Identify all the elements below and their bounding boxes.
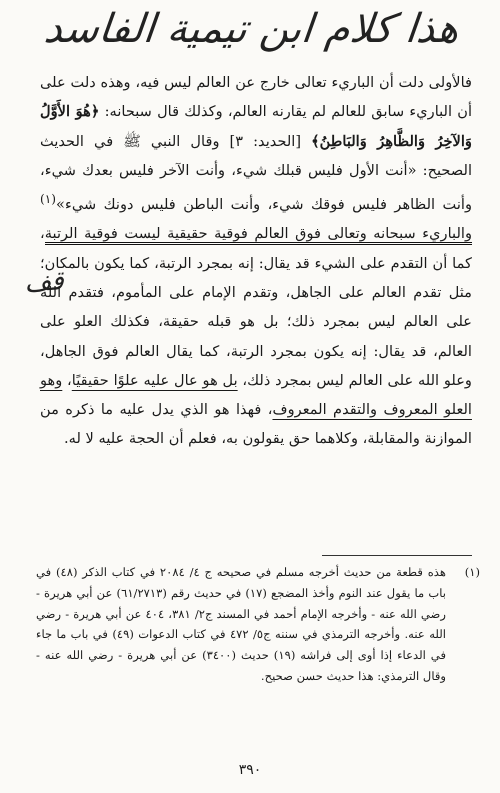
footnote-reference: (١)	[40, 192, 57, 207]
underlined-passage: والباريء سبحانه وتعالى فوق العالم فوقية حقيقية ليست فوقية الرتبة	[45, 225, 472, 245]
body-segment: ،	[62, 371, 72, 389]
main-body-text	[40, 68, 472, 454]
underlined-passage: وهو العلو المعروف والتقدم المعروف	[40, 371, 472, 419]
footnote-number: (١)	[464, 565, 480, 579]
footnote-divider	[322, 555, 472, 556]
body-segment: [الحديد: ٣] وقال النبي ﷺ في الحديث الصحيح: «أنت الأول فليس قبلك شيء، وأنت الآخر فليس بعدك شيء، وأنت الظاهر فليس فوقك شيء، وأنت الباطن فليس دونك شيء»	[40, 132, 472, 214]
page-number: ٣٩٠	[238, 762, 262, 778]
body-segment: ، فهذا هو الذي يدل عليه ما ذكره من الموازنة والمقابلة، وكلاهما حق يقولون به، فعلم أن الحجة عليه لا له.	[40, 401, 472, 448]
body-paragraph	[40, 68, 472, 454]
handwritten-annotation: هذا كلام ابن تيمية الفاسد	[41, 6, 462, 52]
quran-verse: ﴿هُوَ الأَوَّلُ وَالآخِرُ وَالظَّاهِرُ وَالبَاطِنُ﴾	[40, 103, 472, 150]
body-segment: ، كما أن التقدم على الشيء قد يقال: إنه بمجرد الرتبة، كما يكون بالمكان؛ مثل تقدم العالم على الجاهل، وتقدم الإمام على المأموم، فتقدم الله على العالم ليس بمجرد ذلك؛ بل هو قبله حقيقة، فكذلك العلو على العالم، قد يقال: إنه يكون بمجرد الرتبة، كما يقال العالم فوق الجاهل، وعلو الله على العالم ليس بمجرد ذلك،	[40, 225, 472, 389]
footnote-text: هذه قطعة من حديث أخرجه مسلم في صحيحه ج ٤/ ٢٠٨٤ في كتاب الذكر (٤٨) في باب ما يقول عند النوم وأخذ المضجع (١٧) في حديث رقم (٦١/٢٧١٣) عن أبي هريرة - رضي الله عنه - وأخرجه الإمام أحمد في المسند ج٢/ ٣٨١، ٤٠٤ عن أبي هريرة - رضي الله عنه. وأخرجه الترمذي في سننه ج٥/ ٤٧٢ في كتاب الدعوات (٤٩) في باب ما جاء في الدعاء إذا أوى إلى فراشه (١٩) حديث (٣٤٠٠) عن أبي هريرة - رضي الله عنه - وقال الترمذي: هذا حديث حسن صحيح.	[36, 565, 447, 683]
margin-handwritten-note: قف	[23, 266, 65, 299]
body-segment: فالأولى دلت أن الباريء تعالى خارج عن العالم ليس فيه، وهذه دلت على أن الباريء سابق للعالم لم يقارنه العالم، وكذلك قال سبحانه:	[40, 74, 472, 121]
footnote	[36, 562, 480, 687]
underlined-passage: بل هو عال عليه علوًا حقيقيًا	[71, 371, 238, 389]
